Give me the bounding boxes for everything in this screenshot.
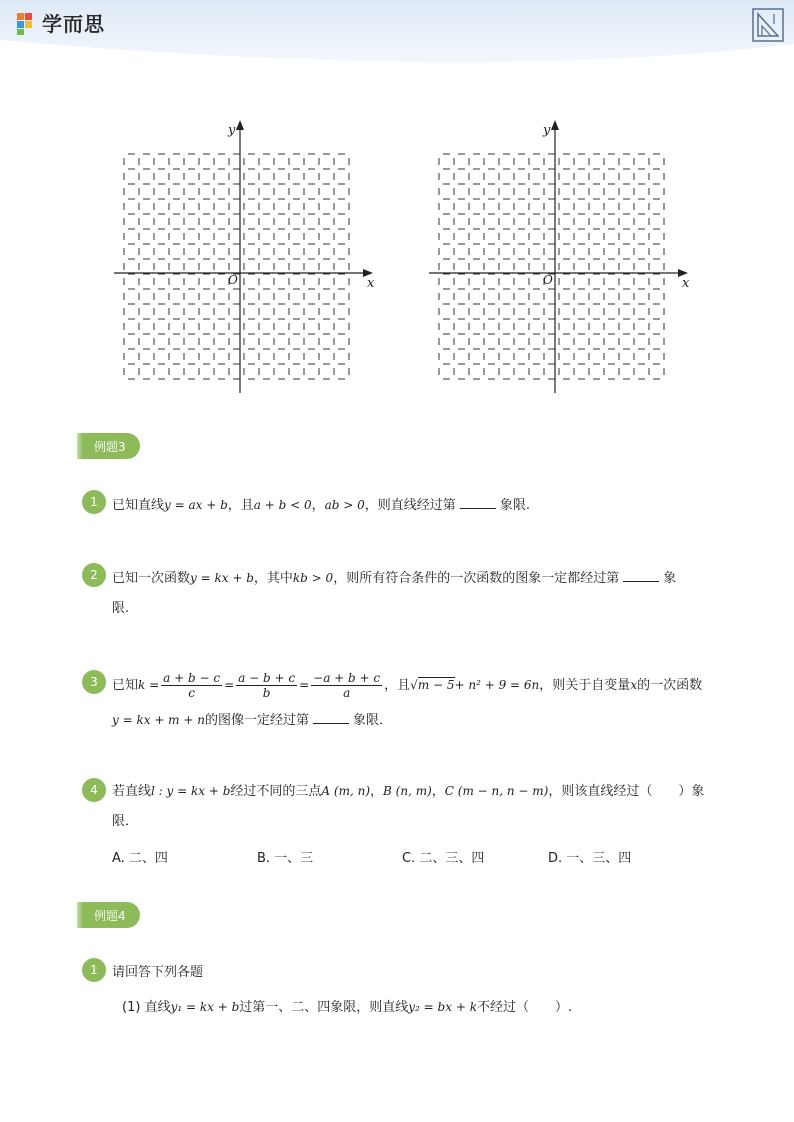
q4-text-4: ， (431, 784, 445, 799)
brand-name: 学而思 (42, 12, 105, 36)
q4-math-1: l : y = kx + b (151, 784, 231, 798)
q1-text-3: ， (311, 498, 325, 513)
q4-text-6: 限． (112, 814, 139, 829)
fraction-3 (311, 671, 382, 700)
example3-tag (78, 433, 140, 459)
question-1-text (112, 490, 530, 521)
q2-text-2: ，其中 (253, 571, 293, 586)
question-number-badge (82, 670, 106, 694)
q2-math-1: y = kx + b (190, 571, 254, 585)
q3-text-3: ，则关于自变量 (539, 678, 631, 693)
q2-text-4: 象 (663, 571, 677, 586)
question-number-badge (82, 563, 106, 587)
q1-text-1: 已知直线 (112, 498, 165, 513)
question-number: 1 (90, 495, 98, 509)
answer-blank[interactable] (313, 710, 349, 724)
sub-question-label: (1) (122, 1000, 141, 1015)
xueersi-logo-icon (14, 9, 38, 37)
q3-math-sqrt: m − 5 (417, 678, 455, 692)
tag-notch (77, 902, 83, 928)
q1-text-5: 象限. (499, 498, 530, 513)
q4-text-3: ， (370, 784, 384, 799)
equals-sign: = (299, 678, 310, 692)
option-a[interactable]: A. 二、四 (112, 851, 168, 866)
e4q1-math-2: y₂ = bx + k (408, 1000, 477, 1014)
answer-blank[interactable] (623, 568, 659, 582)
question-number-badge (82, 490, 106, 514)
e4q1-text-2: 过第一、二、四象限，则直线 (239, 1000, 409, 1015)
q1-math-2: a + b < 0 (253, 498, 312, 512)
page-header (0, 0, 794, 70)
coordinate-grid-right (425, 118, 695, 398)
option-c[interactable]: C. 二、三、四 (402, 851, 485, 866)
q3-math-2: y = kx + m + n (112, 713, 205, 727)
brand-logo (14, 8, 105, 37)
q3-math-x: x (630, 678, 638, 692)
fraction-3-numerator: −a + b + c (313, 671, 381, 685)
example4-tag (78, 902, 140, 928)
y-axis-label: y (228, 123, 236, 138)
example3-tag-label: 例题3 (94, 439, 126, 454)
origin-label: O (543, 273, 553, 287)
question-number: 1 (90, 963, 98, 977)
x-axis-label: x (682, 276, 690, 291)
q3-text-6: 象限． (353, 713, 393, 728)
question-4-text (112, 776, 712, 837)
example4-tag-label: 例题4 (94, 908, 126, 923)
y-axis-label: y (543, 123, 551, 138)
q1-text-4: ，则直线经过第 (364, 498, 456, 513)
option-b[interactable]: B. 一、三 (257, 851, 314, 866)
q2-text-3: ，则所有符合条件的一次函数的图象一定都经过第 (333, 571, 620, 586)
q2-text-1: 已知一次函数 (112, 571, 191, 586)
e4q1-title: 请回答下列各题 (112, 965, 204, 980)
fraction-1 (161, 671, 222, 700)
origin-label: O (228, 273, 238, 287)
q2-math-2: kb > 0 (292, 571, 334, 585)
x-axis-label: x (367, 276, 375, 291)
fraction-2-denominator: b (262, 686, 271, 700)
q4-math-2: A (m, n) (321, 784, 371, 798)
q3-text-4: 的一次函数 (637, 678, 703, 693)
equals-sign: = (224, 678, 235, 692)
fraction-3-denominator: a (343, 686, 351, 700)
option-d[interactable]: D. 一、三、四 (548, 851, 632, 866)
q1-text-2: ，且 (227, 498, 254, 513)
y-axis-arrow-icon (551, 120, 559, 130)
e4q1-text-3: 不经过（ ）. (476, 1000, 573, 1015)
header-background (0, 0, 794, 70)
y-axis-arrow-icon (236, 120, 244, 130)
q1-math-3: ab > 0 (324, 498, 365, 512)
answer-blank[interactable] (460, 495, 496, 509)
q3-math-k: k = (138, 678, 160, 692)
question-number: 3 (90, 675, 98, 689)
question-3-text (112, 668, 712, 738)
fraction-2-numerator: a − b + c (238, 671, 296, 685)
geometry-ruler-icon (752, 8, 784, 42)
question-2-text (112, 563, 712, 624)
question-number-badge (82, 958, 106, 982)
q4-text-1: 若直线 (112, 784, 152, 799)
example4-question-1-sub (122, 992, 572, 1023)
q3-text-2: ，且 (384, 678, 411, 693)
q4-math-3: B (n, m) (383, 784, 432, 798)
fraction-2 (236, 671, 297, 700)
example4-question-1-title (112, 958, 203, 988)
fraction-1-numerator: a + b − c (163, 671, 221, 685)
q4-text-2: 经过不同的三点 (230, 784, 322, 799)
q3-text-5: 的图像一定经过第 (204, 713, 309, 728)
q4-math-4: C (m − n, n − m) (444, 784, 549, 798)
question-number-badge (82, 778, 106, 802)
e4q1-text-1: 直线 (144, 1000, 171, 1015)
fraction-1-denominator: c (188, 686, 195, 700)
q4-text-5: ，则该直线经过（ ）象 (548, 784, 705, 799)
question-number: 2 (90, 568, 98, 582)
q2-text-5: 限. (112, 601, 130, 616)
q1-math-1: y = ax + b (164, 498, 228, 512)
question-number: 4 (90, 783, 98, 797)
q3-text-1: 已知 (112, 678, 139, 693)
q3-math-rest: + n² + 9 = 6n (454, 678, 540, 692)
e4q1-math-1: y₁ = kx + b (170, 1000, 240, 1014)
tag-notch (77, 433, 83, 459)
coordinate-grid-left (110, 118, 380, 398)
sqrt-sign: √ (410, 678, 418, 692)
